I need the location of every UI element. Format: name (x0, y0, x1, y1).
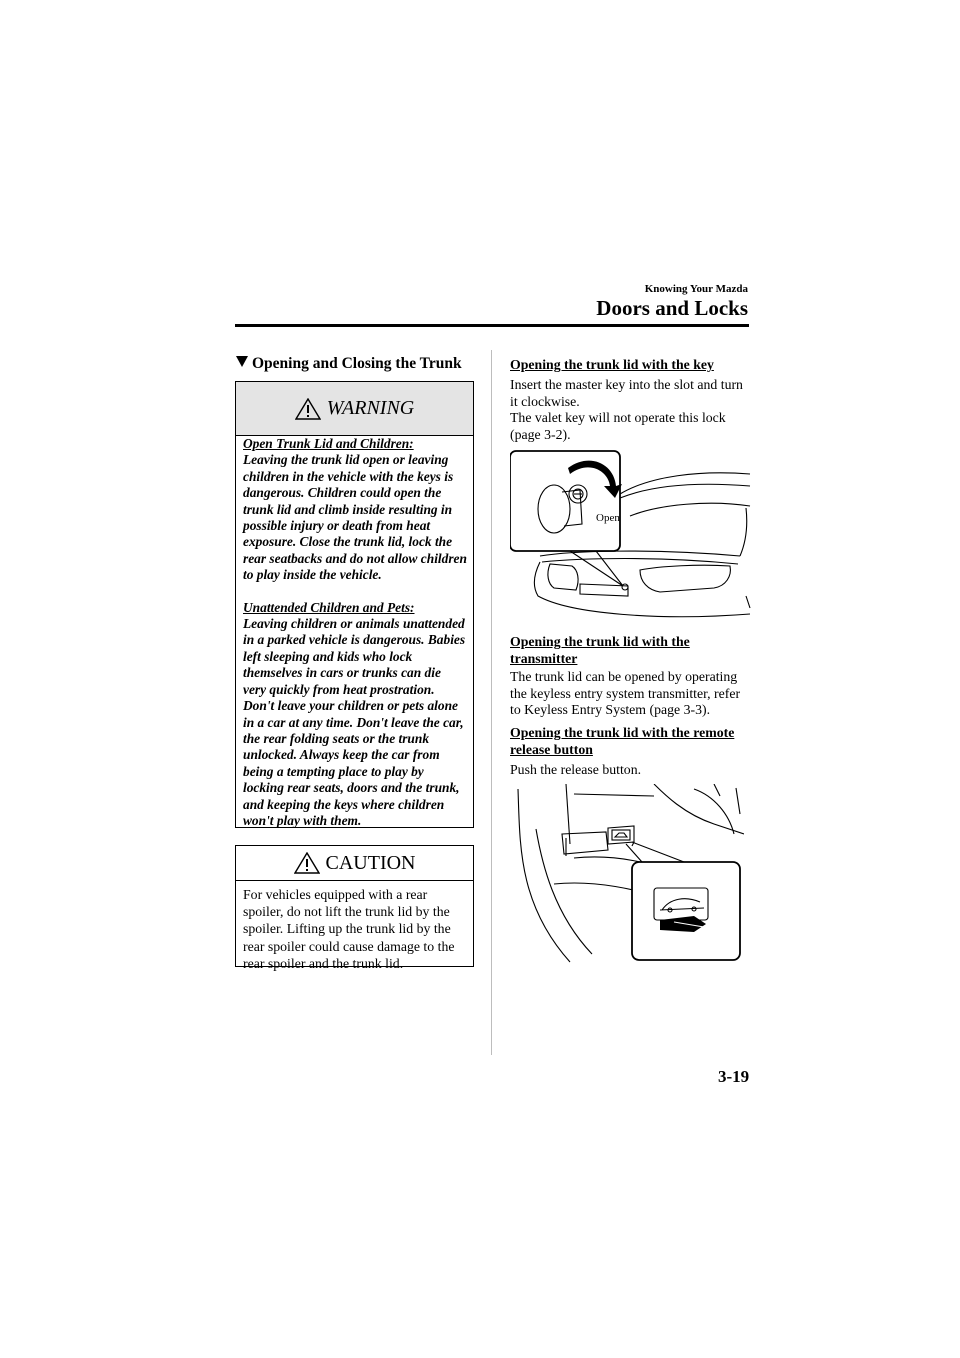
down-triangle-icon (236, 356, 248, 367)
column-divider (491, 350, 492, 1055)
caution-triangle-icon (294, 852, 320, 874)
warning-paragraph: Leaving children or animals unattended in a parked vehicle is dangerous. Babies left sleeping and kids who lock themselves in cars or trunks can die very quickly from heat prostration. Don't leave your children or pets alone in a car at any time. Don't leave the car, the rear folding seats or the trunk unlocked. Always keep the car from being a tempting place to play by locking rear seats, doors and the trunk, and keeping the keys where children won't play with them. (243, 616, 466, 828)
key-section-text (510, 377, 752, 443)
warning-triangle-icon (295, 398, 321, 420)
transmitter-section-text: The trunk lid can be opened by operating the keyless entry system transmitter, refer to Keyless Entry System (page 3-3). (510, 669, 741, 718)
remote-section-text: Push the release button. (510, 762, 642, 777)
caution-title: CAUTION (325, 851, 416, 874)
caution-header (236, 846, 473, 881)
warning-box (235, 381, 474, 828)
key-line-2: The valet key will not operate this lock (page 3-2). (510, 410, 726, 442)
transmitter-section-heading: Opening the trunk lid with the transmitter (510, 634, 690, 666)
caution-box (235, 845, 474, 971)
remote-section-heading: Opening the trunk lid with the remote release button (510, 725, 735, 757)
warning-header (236, 382, 473, 436)
chapter-title: Doors and Locks (596, 296, 748, 320)
key-section-heading: Opening the trunk lid with the key (510, 357, 714, 372)
warning-subtitle: Open Trunk Lid and Children: (243, 436, 414, 451)
warning-body (243, 436, 467, 829)
section-label: Knowing Your Mazda (644, 283, 748, 295)
section-heading (236, 355, 462, 373)
warning-subtitle: Unattended Children and Pets: (243, 599, 415, 615)
release-button-illustration (514, 784, 744, 964)
trunk-key-illustration (510, 446, 755, 624)
warning-paragraph: Leaving the trunk lid open or leaving children in the vehicle with the keys is dangerous. Children could open the trunk lid and climb inside resulting in possible injury or death from heat exposure. Close the trunk lid, lock the rear seatbacks and do not allow children to play inside the vehicle. (243, 452, 467, 583)
key-line-1: Insert the master key into the slot and turn it clockwise. (510, 377, 743, 409)
caution-text: For vehicles equipped with a rear spoiler, do not lift the trunk lid by the spoiler. Lifting up the trunk lid by the rear spoiler could cause damage to the rear spoiler and the trunk lid. (243, 887, 455, 971)
open-label: Open (596, 512, 620, 524)
warning-title: WARNING (326, 397, 415, 419)
section-heading-text: Opening and Closing the Trunk (252, 355, 462, 372)
page-number: 3-19 (718, 1067, 750, 1086)
header-rule (235, 324, 749, 327)
